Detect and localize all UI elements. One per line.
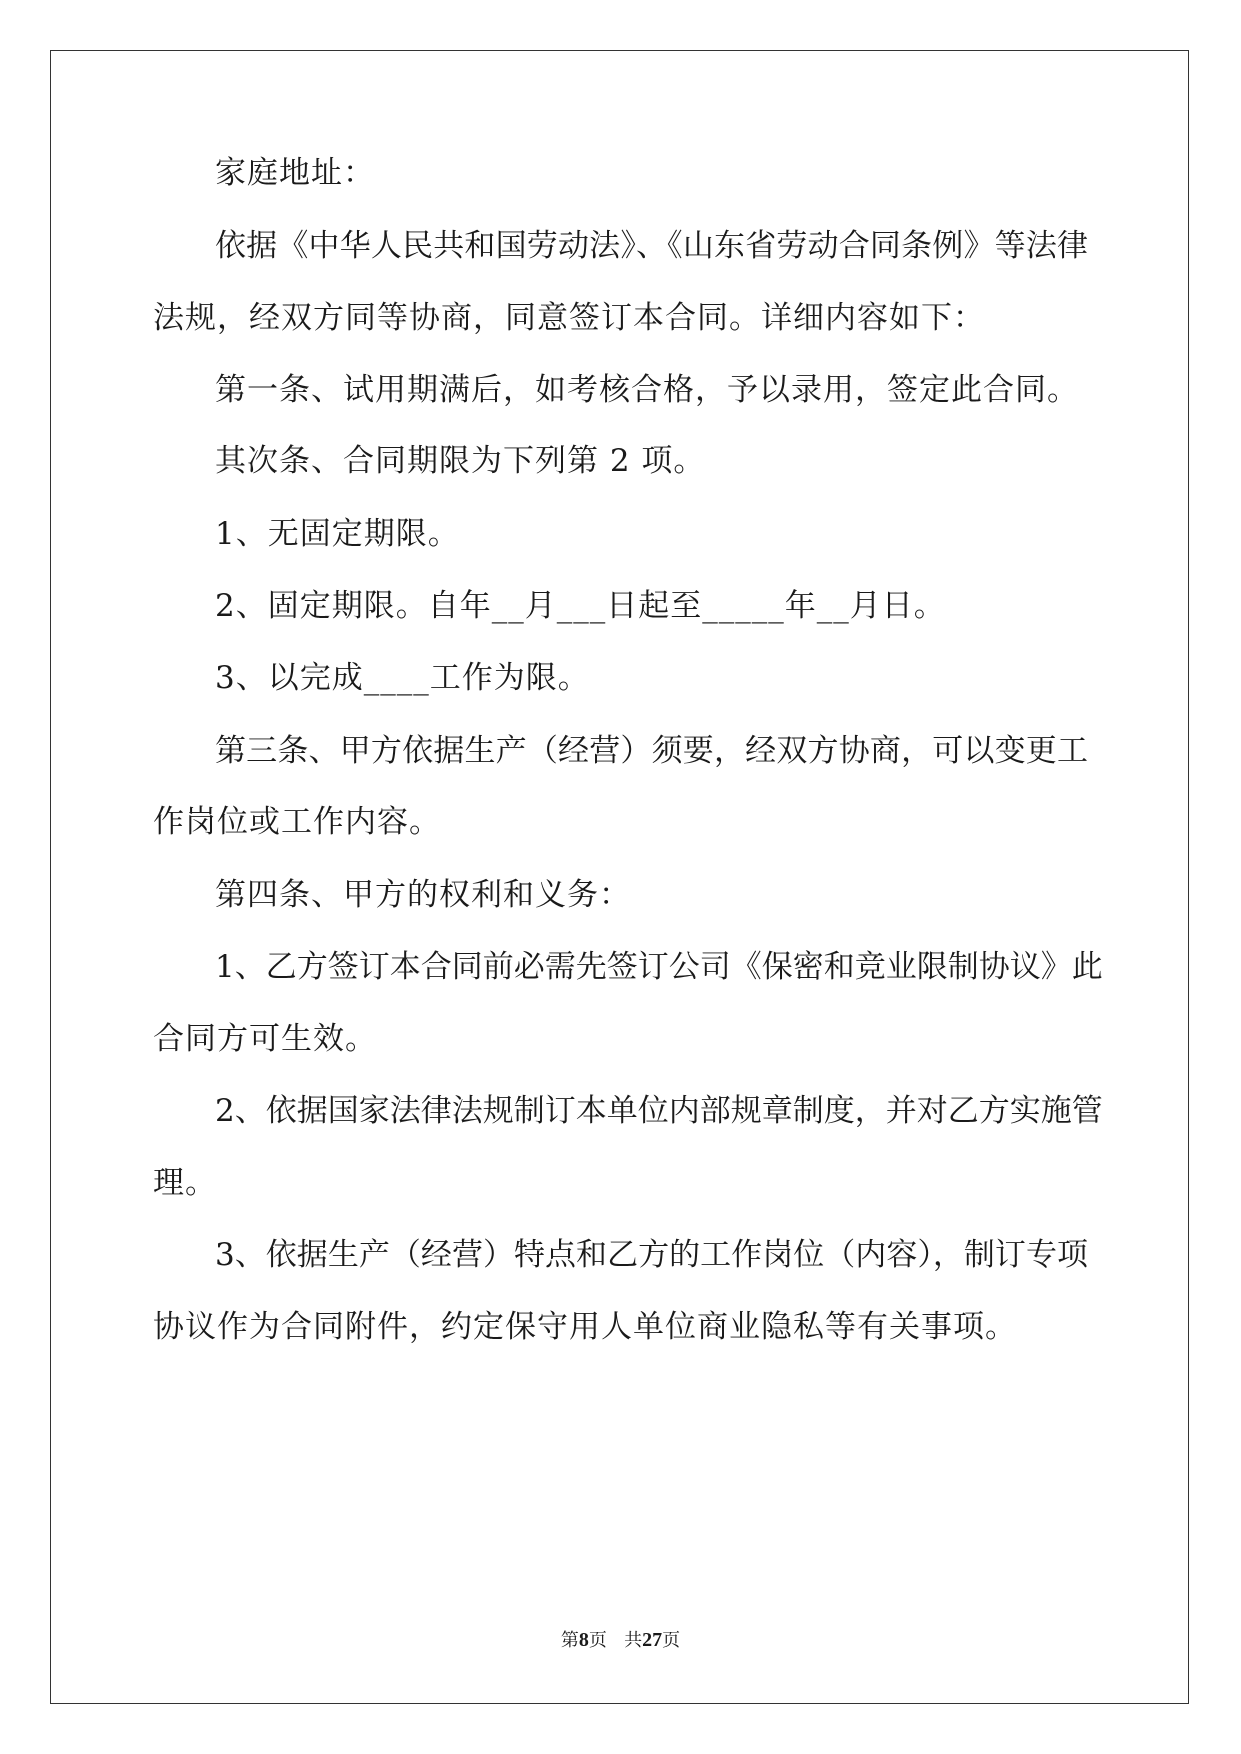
paragraph-line: 作岗位或工作内容。 xyxy=(153,804,441,840)
paragraph-line: 法规，经双方同等协商，同意签订本合同。详细内容如下： xyxy=(153,300,985,336)
footer-total-prefix: 共 xyxy=(624,1630,643,1651)
paragraph-line: 3、以完成____工作为限。 xyxy=(215,660,590,696)
paragraph-line: 1、无固定期限。 xyxy=(215,516,460,552)
paragraph-line: 第一条、试用期满后，如考核合格，予以录用，签定此合同。 xyxy=(215,372,1079,408)
paragraph-line: 合同方可生效。 xyxy=(153,1021,377,1057)
paragraph-line: 家庭地址： xyxy=(215,155,375,191)
paragraph-line: 理。 xyxy=(153,1165,217,1201)
paragraph-line: 第四条、甲方的权利和义务： xyxy=(215,877,631,913)
paragraph-line: 依据《中华人民共和国劳动法》、《山东省劳动合同条例》等法律 xyxy=(215,228,1088,264)
paragraph-line: 1、乙方签订本合同前必需先签订公司《保密和竞业限制协议》此 xyxy=(215,949,1103,985)
footer-total-suffix: 页 xyxy=(662,1630,681,1651)
paragraph-line: 第三条、甲方依据生产（经营）须要，经双方协商，可以变更工 xyxy=(215,733,1088,769)
paragraph-line: 2、固定期限。自年__月___日起至_____年__月日。 xyxy=(215,588,946,624)
footer-page-number: 8 xyxy=(578,1629,589,1651)
page-footer xyxy=(0,1628,1241,1653)
footer-total-pages: 27 xyxy=(642,1629,663,1651)
paragraph-line: 其次条、合同期限为下列第 2 项。 xyxy=(215,443,706,479)
footer-prefix: 第 xyxy=(560,1630,579,1651)
paragraph-line: 协议作为合同附件，约定保守用人单位商业隐私等有关事项。 xyxy=(153,1309,1017,1345)
footer-page-suffix: 页 xyxy=(588,1630,607,1651)
paragraph-line: 2、依据国家法律法规制订本单位内部规章制度，并对乙方实施管 xyxy=(215,1093,1103,1129)
paragraph-line: 3、依据生产（经营）特点和乙方的工作岗位（内容），制订专项 xyxy=(215,1237,1088,1273)
